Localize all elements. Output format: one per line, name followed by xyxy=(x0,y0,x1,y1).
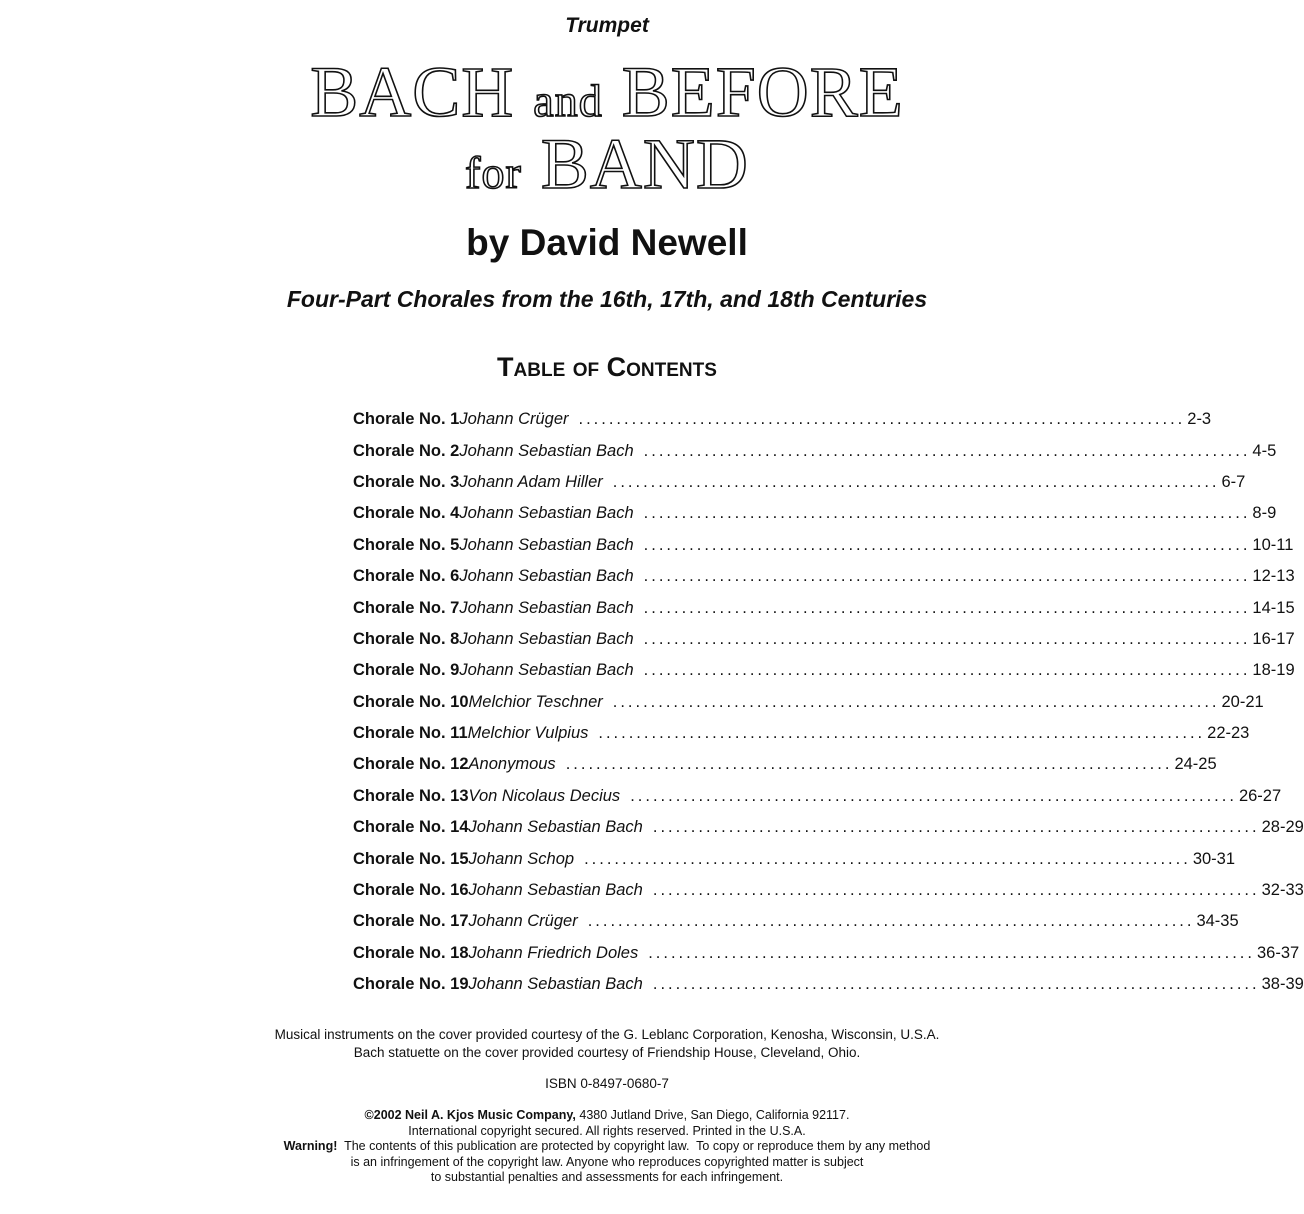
page-range: 14-15 xyxy=(1252,598,1295,617)
toc-entry xyxy=(353,687,1264,718)
page-range: 18-19 xyxy=(1252,661,1295,680)
dot-leader: ................................................................................ xyxy=(643,629,1251,648)
toc-heading: Table of Contents xyxy=(497,352,717,382)
warning-text: to substantial penalties and assessments for each infringement. xyxy=(430,1170,784,1184)
page-range: 6-7 xyxy=(1221,472,1246,491)
chorale-label: Chorale No. 16 xyxy=(353,881,469,900)
subtitle: Four-Part Chorales from the 16th, 17th, and 18th Centuries xyxy=(286,286,928,312)
page-range: 30-31 xyxy=(1192,849,1236,868)
composer: Johann Sebastian Bach xyxy=(468,881,643,900)
page-range: 28-29 xyxy=(1261,818,1304,837)
title-word: BACH xyxy=(310,52,515,132)
chorale-label: Chorale No. 3 xyxy=(353,472,460,491)
instrument-label: Trumpet xyxy=(565,14,649,37)
chorale-label: Chorale No. 7 xyxy=(353,598,460,617)
dot-leader: ................................................................................ xyxy=(612,472,1220,491)
toc-entry xyxy=(353,875,1304,906)
dot-leader: ................................................................................ xyxy=(584,849,1191,868)
dot-leader: ................................................................................ xyxy=(643,567,1251,586)
toc-entry xyxy=(353,498,1277,529)
toc-entry xyxy=(353,561,1295,592)
warning-line xyxy=(0,1139,1214,1155)
toc-entry xyxy=(353,435,1277,466)
chorale-label: Chorale No. 19 xyxy=(353,975,469,994)
composer: Anonymous xyxy=(468,755,556,774)
dot-leader: ................................................................................ xyxy=(643,598,1251,617)
copyright-line xyxy=(0,1108,1214,1124)
author: by David Newell xyxy=(466,222,748,263)
toc-entry xyxy=(353,906,1239,937)
chorale-label: Chorale No. 1 xyxy=(353,410,460,429)
chorale-label: Chorale No. 9 xyxy=(353,661,460,680)
isbn: ISBN 0-8497-0680-7 xyxy=(545,1076,669,1091)
toc-entry xyxy=(353,938,1300,969)
composer: Von Nicolaus Decius xyxy=(468,786,621,805)
toc-entry xyxy=(353,404,1212,435)
title-word: for xyxy=(465,147,522,198)
chorale-label: Chorale No. 18 xyxy=(353,943,469,962)
dot-leader: ................................................................................ xyxy=(643,661,1251,680)
toc-entry xyxy=(353,718,1250,749)
dot-leader: ................................................................................ xyxy=(643,504,1251,523)
page-range: 10-11 xyxy=(1252,535,1294,554)
composer: Johann Sebastian Bach xyxy=(459,504,634,523)
composer: Johann Sebastian Bach xyxy=(459,629,634,648)
dot-leader: ................................................................................ xyxy=(630,786,1237,805)
chorale-label: Chorale No. 10 xyxy=(353,692,469,711)
composer: Johann Sebastian Bach xyxy=(459,567,634,586)
book-title-line2 xyxy=(0,124,1214,204)
warning-label: Warning! xyxy=(283,1139,338,1153)
toc-entry xyxy=(353,781,1282,812)
page-range: 20-21 xyxy=(1221,692,1264,711)
dot-leader: ................................................................................ xyxy=(652,881,1260,900)
composer: Johann Crüger xyxy=(459,410,569,429)
page-range: 4-5 xyxy=(1252,441,1277,460)
publisher: ©2002 Neil A. Kjos Music Company, xyxy=(364,1108,576,1122)
credit-line: Musical instruments on the cover provided courtesy of the G. Leblanc Corporation, Kenosha, Wisconsin, U.S.A. xyxy=(274,1027,940,1042)
composer: Johann Crüger xyxy=(468,912,578,931)
page-range: 26-27 xyxy=(1238,786,1282,805)
page-range: 38-39 xyxy=(1261,975,1304,994)
cover-credits xyxy=(0,1026,1214,1062)
composer: Johann Sebastian Bach xyxy=(459,598,634,617)
dot-leader: ................................................................................ xyxy=(578,410,1186,429)
dot-leader: ................................................................................ xyxy=(643,441,1251,460)
composer: Johann Friedrich Doles xyxy=(468,943,639,962)
chorale-label: Chorale No. 11 xyxy=(353,724,468,743)
dot-leader: ................................................................................ xyxy=(652,818,1260,837)
toc-entry xyxy=(353,467,1246,498)
chorale-label: Chorale No. 13 xyxy=(353,786,469,805)
dot-leader: ................................................................................ xyxy=(648,943,1255,962)
warning-text: The contents of this publication are protected by copyright law. To copy or reproduce them by any method xyxy=(337,1139,931,1153)
composer: Johann Schop xyxy=(468,849,575,868)
chorale-label: Chorale No. 8 xyxy=(353,629,460,648)
page-range: 34-35 xyxy=(1196,912,1239,931)
chorale-label: Chorale No. 6 xyxy=(353,567,460,586)
composer: Johann Sebastian Bach xyxy=(459,661,634,680)
title-word: and xyxy=(533,75,603,126)
credit-line: Bach statuette on the cover provided courtesy of Friendship House, Cleveland, Ohio. xyxy=(353,1045,861,1060)
page-range: 36-37 xyxy=(1256,943,1300,962)
page-range: 16-17 xyxy=(1252,629,1295,648)
warning-text: is an infringement of the copyright law. Anyone who reproduces copyrighted matter is subject xyxy=(350,1154,864,1169)
dot-leader: ................................................................................ xyxy=(587,912,1195,931)
chorale-label: Chorale No. 2 xyxy=(353,441,460,460)
toc-entry xyxy=(353,812,1304,843)
copyright-notice xyxy=(0,1108,1214,1186)
book-title-line1 xyxy=(0,52,1214,132)
dot-leader: ................................................................................ xyxy=(652,975,1260,994)
chorale-label: Chorale No. 4 xyxy=(353,504,460,523)
toc-entry xyxy=(353,530,1294,561)
composer: Johann Sebastian Bach xyxy=(459,441,634,460)
composer: Johann Sebastian Bach xyxy=(468,975,643,994)
composer: Johann Sebastian Bach xyxy=(468,818,643,837)
composer: Johann Adam Hiller xyxy=(459,472,603,491)
chorale-label: Chorale No. 17 xyxy=(353,912,469,931)
composer: Johann Sebastian Bach xyxy=(459,535,634,554)
toc-entry xyxy=(353,843,1236,874)
dot-leader: ................................................................................ xyxy=(643,535,1251,554)
page-range: 2-3 xyxy=(1187,410,1212,429)
chorale-label: Chorale No. 12 xyxy=(353,755,469,774)
toc-entry xyxy=(353,749,1217,780)
page-range: 8-9 xyxy=(1252,504,1277,523)
title-word: BAND xyxy=(540,124,749,204)
dot-leader: ................................................................................ xyxy=(612,692,1220,711)
title-word: BEFORE xyxy=(621,52,904,132)
toc-entry xyxy=(353,592,1295,623)
page-range: 22-23 xyxy=(1207,724,1250,743)
page-range: 24-25 xyxy=(1174,755,1217,774)
table-of-contents xyxy=(353,404,1304,1000)
page-range: 32-33 xyxy=(1261,881,1304,900)
publisher-address: 4380 Jutland Drive, San Diego, California 92117. xyxy=(575,1108,850,1122)
dot-leader: ................................................................................ xyxy=(565,755,1173,774)
toc-entry xyxy=(353,969,1304,1000)
chorale-label: Chorale No. 14 xyxy=(353,818,469,837)
composer: Melchior Vulpius xyxy=(467,724,589,743)
chorale-label: Chorale No. 5 xyxy=(353,535,460,554)
composer: Melchior Teschner xyxy=(468,692,603,711)
rights-line: International copyright secured. All rights reserved. Printed in the U.S.A. xyxy=(408,1123,806,1138)
toc-entry xyxy=(353,624,1295,655)
toc-entry xyxy=(353,655,1295,686)
dot-leader: ................................................................................ xyxy=(598,724,1206,743)
chorale-label: Chorale No. 15 xyxy=(353,849,469,868)
page-range: 12-13 xyxy=(1252,567,1295,586)
